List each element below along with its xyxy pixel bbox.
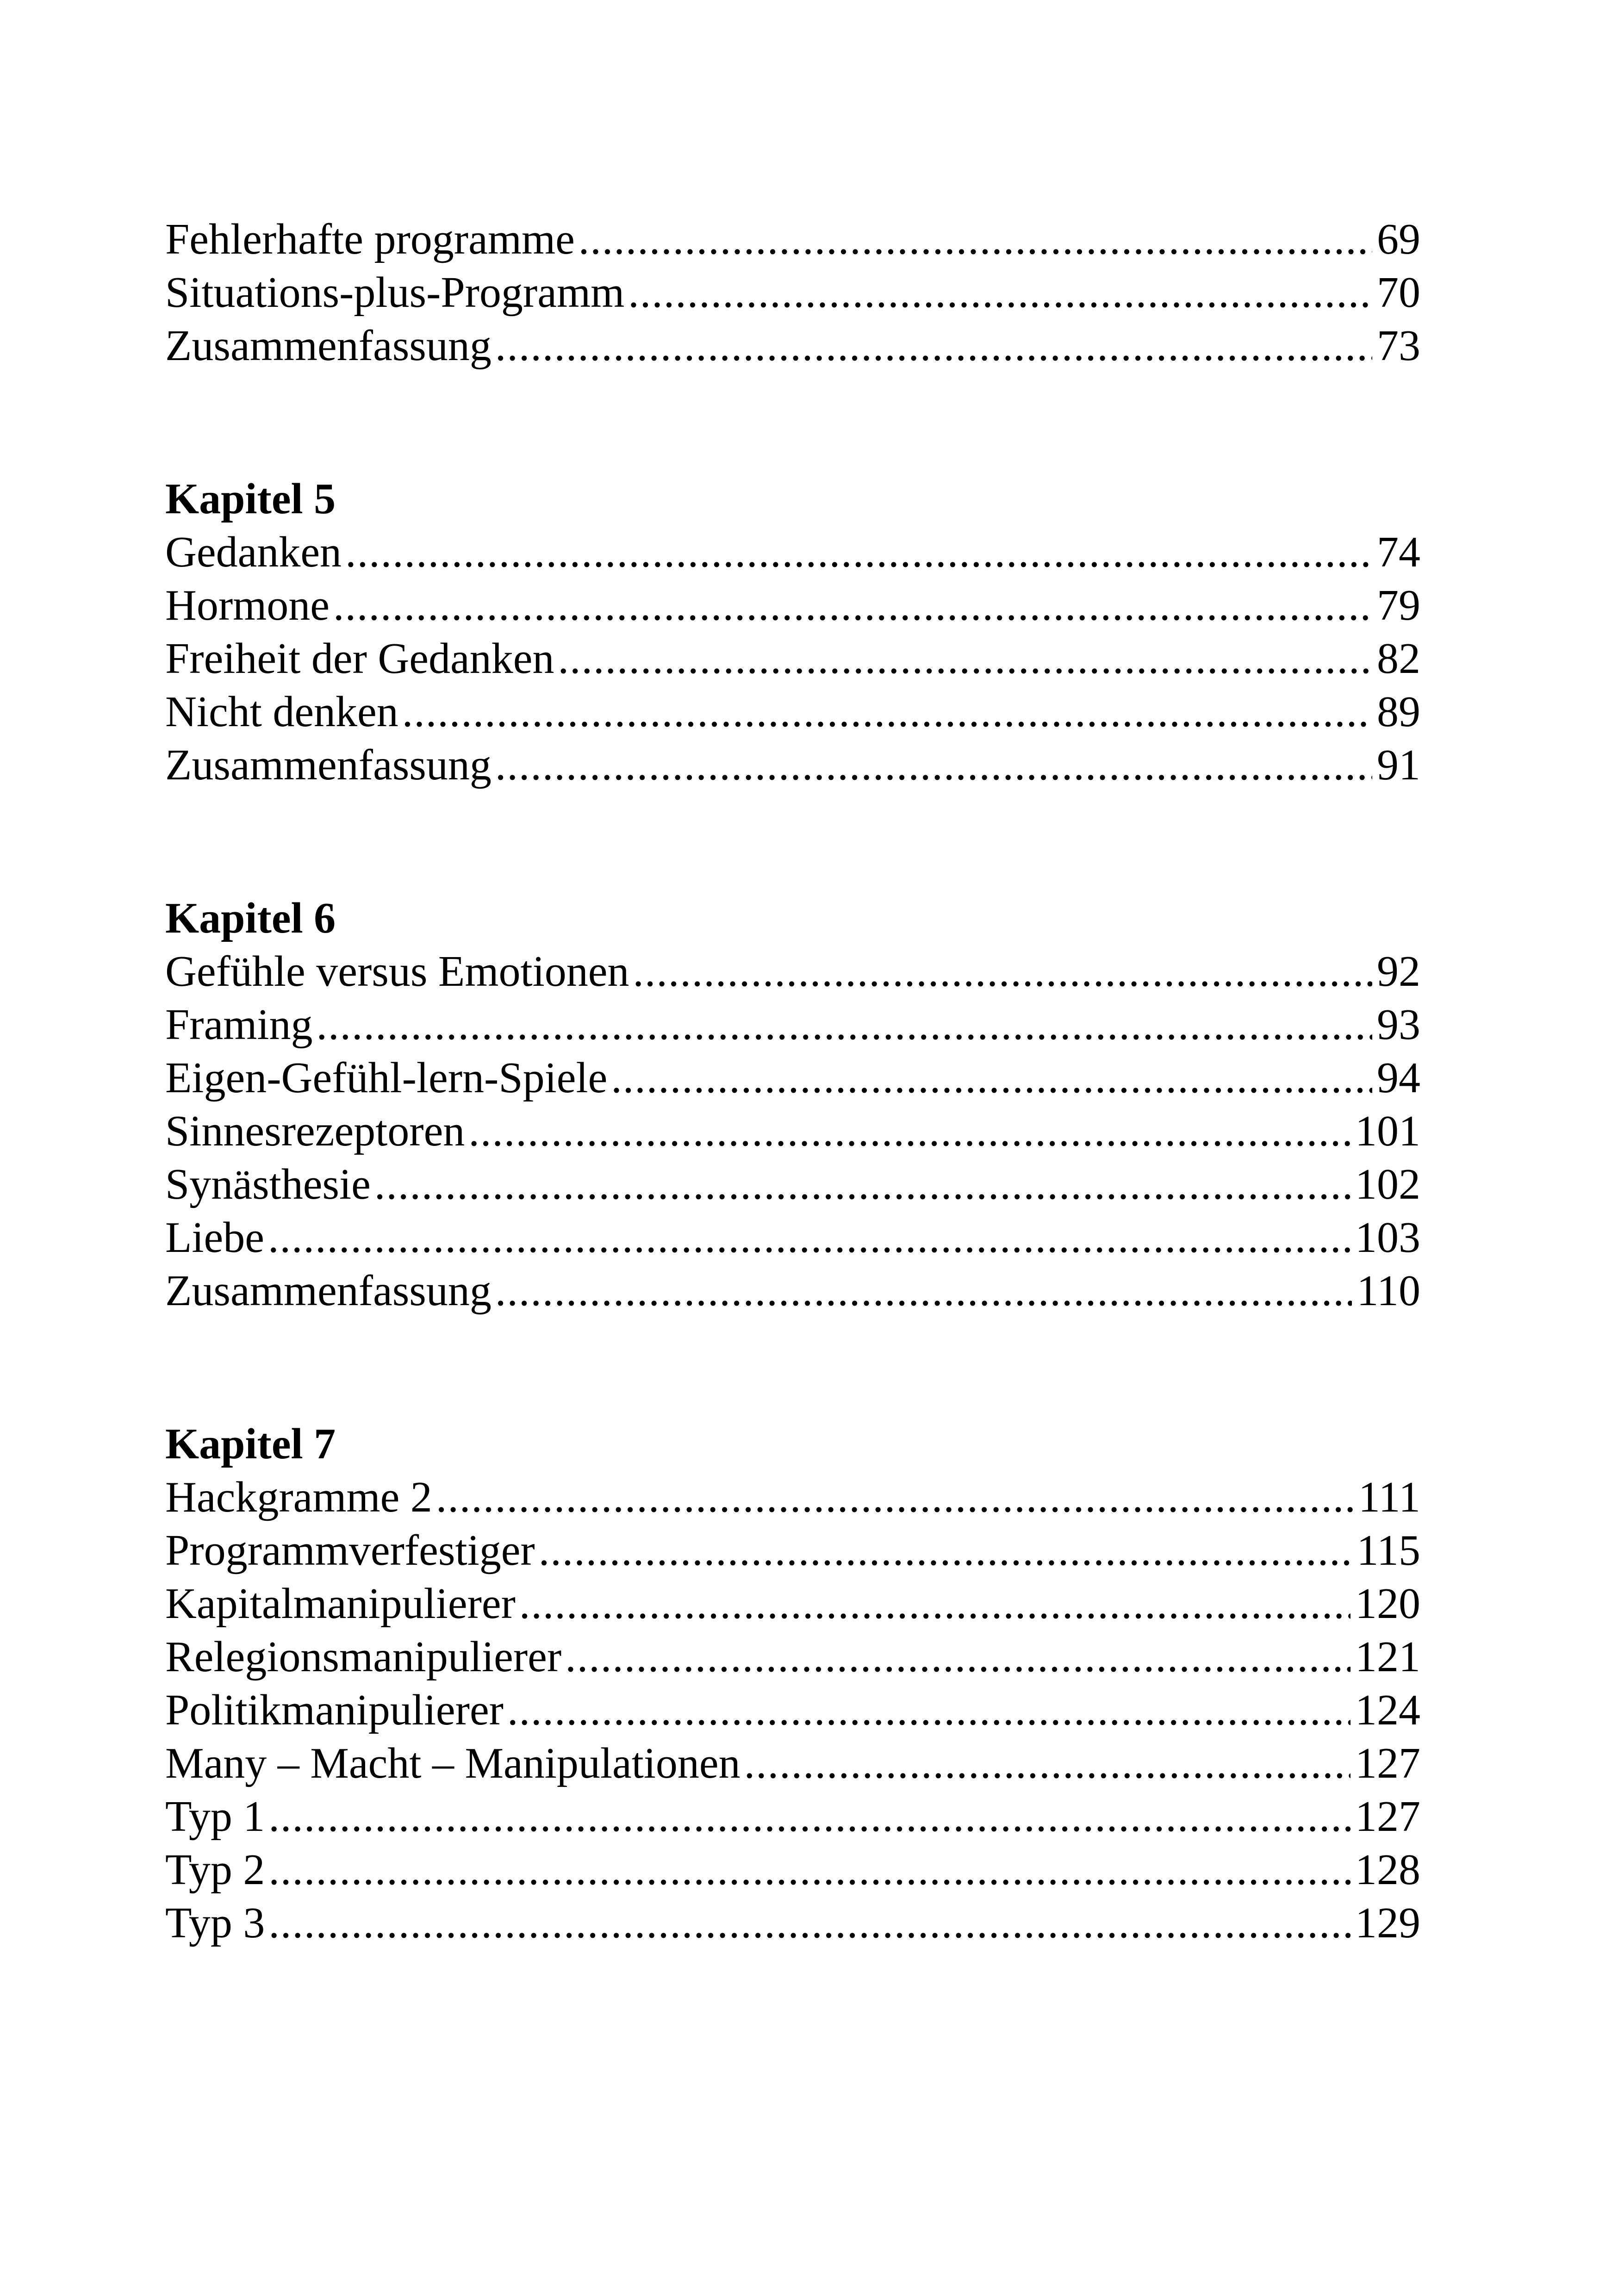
toc-entry-page: 89 bbox=[1377, 688, 1420, 736]
toc-entry-page: 69 bbox=[1377, 215, 1420, 263]
toc-entry-title: Typ 1 bbox=[165, 1792, 265, 1841]
toc-entry-title: Gefühle versus Emotionen bbox=[165, 947, 629, 996]
toc-entry-page: 120 bbox=[1355, 1580, 1420, 1628]
toc-entry[interactable] bbox=[165, 1105, 1420, 1158]
toc-leader-dots bbox=[268, 1843, 1350, 1897]
toc-entry-page: 128 bbox=[1355, 1846, 1420, 1894]
toc-entry[interactable] bbox=[165, 1577, 1420, 1630]
toc-entry-title: Typ 3 bbox=[165, 1899, 265, 1947]
toc-leader-dots bbox=[539, 1524, 1352, 1577]
toc-entry-title: Liebe bbox=[165, 1213, 264, 1262]
toc-entry[interactable] bbox=[165, 1790, 1420, 1843]
toc-leader-dots bbox=[744, 1737, 1350, 1790]
toc-entry[interactable] bbox=[165, 1897, 1420, 1950]
toc-entry-page: 92 bbox=[1377, 947, 1420, 996]
toc-entry[interactable] bbox=[165, 1158, 1420, 1211]
toc-entry[interactable] bbox=[165, 1264, 1420, 1318]
toc-entry[interactable] bbox=[165, 579, 1420, 632]
toc-leader-dots bbox=[519, 1577, 1350, 1630]
toc-entry-page: 91 bbox=[1377, 741, 1420, 789]
toc-leader-dots bbox=[628, 266, 1372, 319]
toc-entry[interactable] bbox=[165, 266, 1420, 319]
toc-entry-title: Synästhesie bbox=[165, 1160, 371, 1208]
toc-entry-title: Gedanken bbox=[165, 528, 342, 576]
toc-leader-dots bbox=[633, 945, 1372, 998]
toc-leader-dots bbox=[507, 1684, 1350, 1737]
toc-chapter-7 bbox=[165, 1418, 1420, 1950]
chapter-heading: Kapitel 5 bbox=[165, 475, 336, 523]
toc-entry-title: Kapitalmanipulierer bbox=[165, 1580, 516, 1628]
toc-entry-title: Zusammenfassung bbox=[165, 1267, 492, 1315]
toc-entry-page: 111 bbox=[1358, 1473, 1420, 1521]
toc-entry-page: 115 bbox=[1357, 1526, 1420, 1574]
toc-entry-title: Relegionsmanipulierer bbox=[165, 1633, 562, 1681]
toc-entry-page: 82 bbox=[1377, 635, 1420, 683]
toc-entry-page: 110 bbox=[1357, 1267, 1420, 1315]
section-spacer bbox=[165, 1318, 1420, 1418]
toc-entry[interactable] bbox=[165, 213, 1420, 266]
toc-entry-title: Hackgramme 2 bbox=[165, 1473, 432, 1521]
toc-entry[interactable] bbox=[165, 1843, 1420, 1897]
toc-leader-dots bbox=[558, 632, 1372, 685]
toc-entry[interactable] bbox=[165, 632, 1420, 685]
toc-leader-dots bbox=[468, 1105, 1350, 1158]
toc-entry-title: Zusammenfassung bbox=[165, 741, 492, 789]
toc-entry-page: 103 bbox=[1355, 1213, 1420, 1262]
toc-entry-title: Fehlerhafte programme bbox=[165, 215, 575, 263]
toc-entry[interactable] bbox=[165, 1211, 1420, 1264]
toc-leader-dots bbox=[345, 526, 1372, 579]
toc-leader-dots bbox=[268, 1211, 1350, 1264]
table-of-contents bbox=[165, 213, 1420, 1950]
toc-leader-dots bbox=[579, 213, 1372, 266]
toc-entry-page: 121 bbox=[1355, 1633, 1420, 1681]
toc-chapter-6 bbox=[165, 892, 1420, 1318]
toc-entry-page: 129 bbox=[1355, 1899, 1420, 1947]
toc-leader-dots bbox=[495, 739, 1372, 792]
toc-entry-title: Nicht denken bbox=[165, 688, 398, 736]
toc-entry-page: 70 bbox=[1377, 268, 1420, 317]
toc-entry[interactable] bbox=[165, 1684, 1420, 1737]
toc-entry-page: 94 bbox=[1377, 1054, 1420, 1102]
toc-leader-dots bbox=[402, 685, 1372, 739]
toc-entry-page: 73 bbox=[1377, 322, 1420, 370]
toc-entry-title: Programmverfestiger bbox=[165, 1526, 535, 1574]
toc-entry-title: Many – Macht – Manipulationen bbox=[165, 1739, 741, 1787]
chapter-heading: Kapitel 6 bbox=[165, 894, 336, 942]
toc-entry[interactable] bbox=[165, 998, 1420, 1052]
toc-entry-page: 101 bbox=[1355, 1107, 1420, 1155]
toc-entry-page: 93 bbox=[1377, 1001, 1420, 1049]
toc-entry[interactable] bbox=[165, 319, 1420, 373]
toc-entry[interactable] bbox=[165, 945, 1420, 998]
toc-leader-dots bbox=[317, 998, 1372, 1052]
chapter-heading: Kapitel 7 bbox=[165, 1420, 336, 1468]
toc-entry-page: 79 bbox=[1377, 581, 1420, 629]
toc-chapter-5 bbox=[165, 473, 1420, 792]
toc-leader-dots bbox=[268, 1897, 1350, 1950]
toc-entry-page: 127 bbox=[1355, 1739, 1420, 1787]
toc-entry-page: 74 bbox=[1377, 528, 1420, 576]
toc-entry[interactable] bbox=[165, 526, 1420, 579]
toc-entry[interactable] bbox=[165, 1052, 1420, 1105]
toc-leader-dots bbox=[436, 1471, 1354, 1524]
toc-entry[interactable] bbox=[165, 685, 1420, 739]
section-spacer bbox=[165, 373, 1420, 473]
toc-leader-dots bbox=[565, 1630, 1350, 1684]
toc-entry[interactable] bbox=[165, 1737, 1420, 1790]
toc-entry-title: Situations-plus-Programm bbox=[165, 268, 625, 317]
toc-entry-title: Politikmanipulierer bbox=[165, 1686, 504, 1734]
toc-entry[interactable] bbox=[165, 1471, 1420, 1524]
toc-leader-dots bbox=[495, 319, 1372, 373]
toc-entry-title: Framing bbox=[165, 1001, 313, 1049]
toc-entry-title: Hormone bbox=[165, 581, 330, 629]
toc-entry-title: Zusammenfassung bbox=[165, 322, 492, 370]
toc-entry[interactable] bbox=[165, 739, 1420, 792]
toc-entry-title: Typ 2 bbox=[165, 1846, 265, 1894]
toc-entry-page: 127 bbox=[1355, 1792, 1420, 1841]
toc-entry[interactable] bbox=[165, 1524, 1420, 1577]
toc-entry-title: Freiheit der Gedanken bbox=[165, 635, 554, 683]
toc-entry-title: Sinnesrezeptoren bbox=[165, 1107, 465, 1155]
toc-leader-dots bbox=[268, 1790, 1350, 1843]
toc-entry-page: 124 bbox=[1355, 1686, 1420, 1734]
section-spacer bbox=[165, 792, 1420, 892]
toc-leader-dots bbox=[611, 1052, 1372, 1105]
toc-leader-dots bbox=[333, 579, 1372, 632]
toc-group-intro bbox=[165, 213, 1420, 373]
toc-entry-page: 102 bbox=[1355, 1160, 1420, 1208]
toc-entry[interactable] bbox=[165, 1630, 1420, 1684]
toc-entry-title: Eigen-Gefühl-lern-Spiele bbox=[165, 1054, 608, 1102]
toc-leader-dots bbox=[495, 1264, 1352, 1318]
toc-leader-dots bbox=[374, 1158, 1350, 1211]
